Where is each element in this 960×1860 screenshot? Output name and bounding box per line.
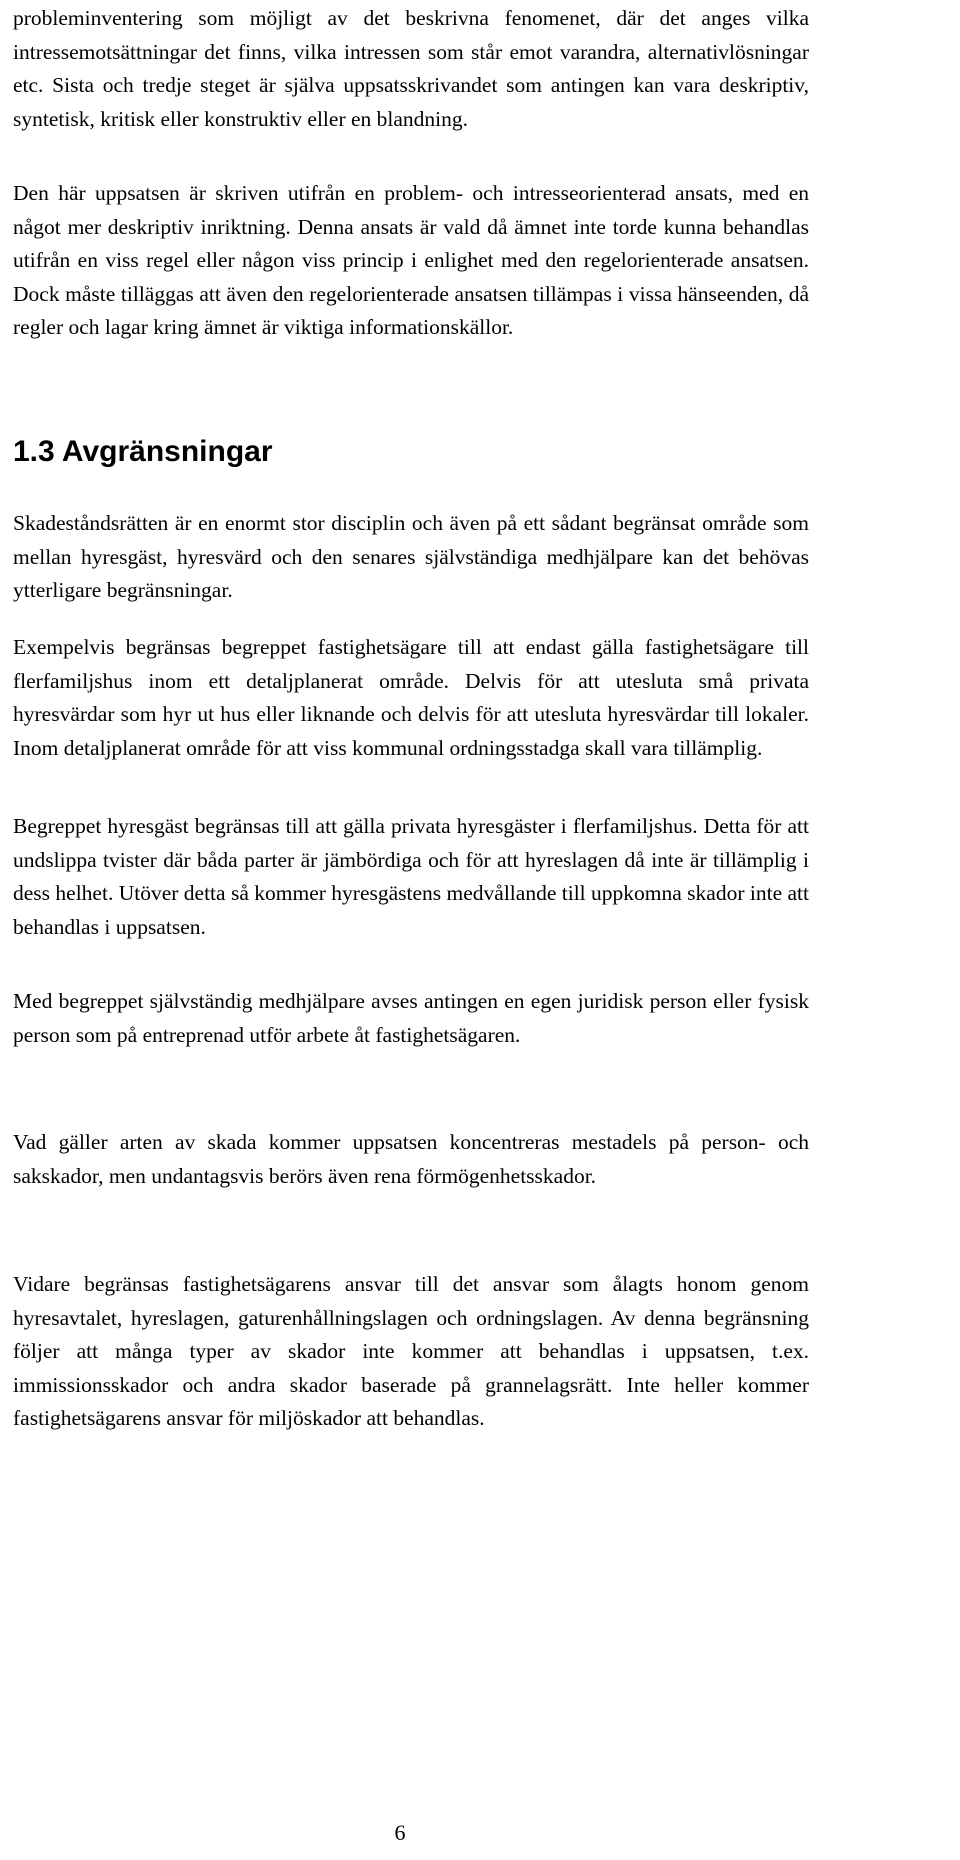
- paragraph-damage-types: Vad gäller arten av skada kommer uppsatsen koncentreras mestadels på person- och sakskador, men undantagsvis berörs även rena förmögenhetsskador.: [13, 1130, 809, 1188]
- page-number: 6: [394, 1820, 406, 1845]
- paragraph-approach: Den här uppsatsen är skriven utifrån en problem- och intresseorienterad ansats, med en något mer deskriptiv inriktning. Denna ansats är vald då ämnet inte torde kunna behandlas utifrån en viss regel eller någon viss princip i enlighet med den regelorienterade ansatsen. Dock måste tilläggas att även den regelorienterade ansatsen tillämpas i vissa hänseenden, då regler och lagar kring ämnet är viktiga informationskällor.: [13, 181, 809, 340]
- paragraph-property-owner: Exempelvis begränsas begreppet fastighetsägare till att endast gälla fastighetsägare till flerfamiljshus inom ett detaljplanerat område. Delvis för att utesluta små privata hyresvärdar som hyr ut hus eller liknande och delvis för att utesluta hyresvärdar till lokaler. Inom detaljplanerat område för att viss kommunal ordningsstadga skall vara tillämplig.: [13, 635, 809, 760]
- paragraph-liability-scope: Vidare begränsas fastighetsägarens ansvar till det ansvar som ålagts honom genom hyresavtalet, hyreslagen, gaturenhållningslagen och ordningslagen. Av denna begränsning följer att många typer av skador inte kommer att behandlas i uppsatsen, t.ex. immissionsskador och andra skador baserade på grannelagsrätt. Inte heller kommer fastighetsägarens ansvar för miljöskador att behandlas.: [13, 1272, 809, 1431]
- paragraph-method-steps: probleminventering som möjligt av det beskrivna fenomenet, där det anges vilka intressemotsättningar det finns, vilka intressen som står emot varandra, alternativlösningar etc. Sista och tredje steget är själva uppsatsskrivandet som antingen kan vara deskriptiv, syntetisk, kritisk eller konstruktiv eller en blandning.: [13, 6, 809, 131]
- section-heading: 1.3 Avgränsningar: [13, 435, 273, 468]
- paragraph-scope-intro: Skadeståndsrätten är en enormt stor disciplin och även på ett sådant begränsat område som mellan hyresgäst, hyresvärd och den senares självständiga medhjälpare kan det behövas ytterligare begränsningar.: [13, 511, 809, 603]
- paragraph-contractor: Med begreppet självständig medhjälpare avses antingen en egen juridisk person eller fysisk person som på entreprenad utför arbete åt fastighetsägaren.: [13, 989, 809, 1047]
- paragraph-tenant: Begreppet hyresgäst begränsas till att gälla privata hyresgäster i flerfamiljshus. Detta för att undslippa tvister där båda parter är jämbördiga och för att hyreslagen då inte är tillämplig i dess helhet. Utöver detta så kommer hyresgästens medvållande till uppkomna skador inte att behandlas i uppsatsen.: [13, 814, 809, 939]
